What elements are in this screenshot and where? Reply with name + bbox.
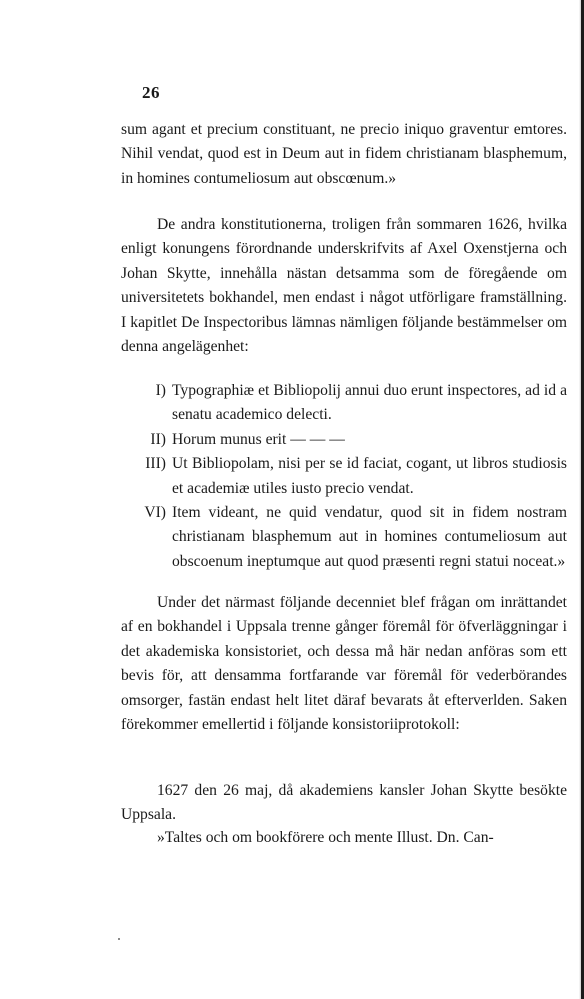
list-item-text: Item videant, ne quid vendatur, quod sit in fidem nostram christianam blasphemum aut in homines contumeliosum aut obscoenum ineptumque aut quod præsenti regni statui noceat.» [172,504,567,570]
paragraph-date-entry: 1627 den 26 maj, då akademiens kansler Johan Skytte besökte Uppsala. [121,782,567,824]
list-item-text: Ut Bibliopolam, nisi per se id faciat, cogant, ut libros studiosis et academiæ utiles iusto precio vendat. [172,455,567,497]
paper-speck [118,938,120,940]
paragraph-quote-start: »Taltes och om bookförere och mente Illust. Dn. Can- [157,829,494,846]
list-item-text: Typographiæ et Bibliopolij annui duo erunt inspectores, ad id a senatu academico delecti. [172,382,567,424]
list-item [121,428,567,452]
page-number: 26 [142,83,160,102]
paragraph-decade: Under det närmast följande decenniet blef frågan om inrättandet af en bokhandel i Uppsala trenne gånger föremål för öfverläggningar i det akademiska konsistoriet, och dessa må här nedan anföras som ett bevis för, att densamma fortfarande var föremål för vederbörandes omsorger, fastän endast helt litet däraf bevarats åt efterverlden. Saken förekommer emellertid i följande konsistoriiprotokoll: [121,594,567,734]
list-item [121,501,567,574]
list-item-number: VI) [144,504,166,522]
list-item-number: II) [150,430,166,448]
list-item-number: I) [155,382,166,399]
list-item-text: Horum munus erit — — — [172,430,345,448]
paragraph-constitutions: De andra konstitutionerna, troligen från sommaren 1626, hvilka enligt konungens förordnande underskrifvits af Axel Oxenstjerna och Johan Skytte, innehålla nästan detsamma som de föregående om universitetets bokhandel, men endast i något utförligare framställning. I kapitlet De Inspectoribus lämnas nämligen följande bestämmelser om denna angelägenhet: [121,216,567,356]
list-item [121,452,567,501]
statute-list [121,379,567,574]
list-item [121,379,567,428]
list-item-number: III) [145,455,166,473]
paragraph-continuation: sum agant et precium constituant, ne precio iniquo graventur emtores. Nihil vendat, quod est in Deum aut in fidem christianam blasphemum, in homines contumeliosum aut obscœnum.» [121,121,567,187]
